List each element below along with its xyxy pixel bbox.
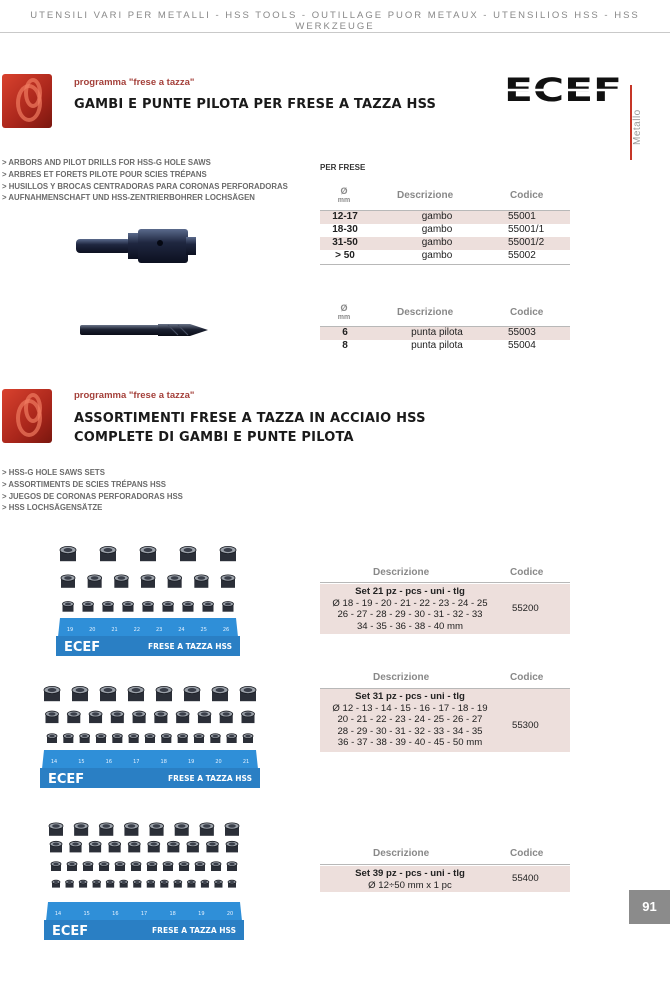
rack-tick-label: 25 [200, 627, 207, 633]
hole-saw [106, 880, 114, 887]
lang-line: > HUSILLOS Y BROCAS CENTRADORAS PARA CORONAS PERFORADORAS [2, 181, 288, 191]
section1-title: GAMBI E PUNTE PILOTA PER FRESE A TAZZA HSS [74, 97, 437, 112]
rack-tick-label: 20 [215, 759, 222, 765]
rack-tick-label: 19 [187, 759, 195, 765]
hole-saw [220, 546, 236, 561]
hole-saw [133, 880, 141, 887]
table-row: > 50 gambo 55002 [335, 250, 536, 261]
hole-saw [210, 734, 220, 743]
hole-saw [167, 841, 179, 852]
hole-saw [183, 602, 194, 612]
page-header: UTENSILI VARI PER METALLI - HSS TOOLS - OUTILLAGE PUOR METAUX - UTENSILIOS HSS - HSS WERKZEUGE [30, 10, 640, 32]
hole-saw-rack-39 [44, 818, 244, 942]
hole-saw [175, 823, 189, 836]
hole-saw [46, 711, 59, 723]
table-row: 12-17 gambo 55001 [320, 211, 570, 224]
hole-saw [120, 880, 128, 887]
rack-tick-label: 19 [198, 911, 205, 917]
set1-row [320, 584, 570, 634]
hole-saw [89, 841, 101, 852]
hole-saw [124, 823, 138, 836]
hole-saw [180, 546, 196, 561]
set2-sizes-line: 36 - 37 - 38 - 39 - 40 - 45 - 50 mm [337, 737, 483, 748]
hole-saw [178, 734, 188, 743]
hole-saw [206, 841, 218, 852]
hole-saw [123, 602, 134, 612]
table1-diameter-header: Ø mm [337, 186, 351, 204]
rack-tick-label: 21 [111, 627, 118, 633]
hole-saw [51, 862, 61, 871]
hole-saw [47, 734, 57, 743]
hole-saw [145, 734, 155, 743]
hole-saw [129, 734, 139, 743]
set3-divider [320, 864, 570, 865]
hole-saw [61, 575, 75, 588]
set3-code-header: Codice [510, 848, 544, 859]
hole-saw [141, 575, 155, 588]
table2-description-header: Descrizione [397, 307, 454, 318]
hole-saw [100, 546, 116, 561]
set2-description-header: Descrizione [373, 672, 430, 683]
set2-code-header: Codice [510, 672, 544, 683]
lang-line: > ARBRES ET FORETS PILOTE POUR SCIES TRÉPANS [2, 169, 207, 179]
table-row: 31-50 gambo 55001/2 [320, 237, 570, 250]
set2-row [320, 689, 570, 752]
hole-saw-rack-31 [40, 680, 260, 790]
section1-languages [2, 157, 288, 204]
hole-saw [88, 575, 102, 588]
hole-saw [67, 862, 77, 871]
set1-code-header: Codice [510, 567, 544, 578]
table1-description-header: Descrizione [397, 190, 454, 201]
hole-saw [74, 823, 88, 836]
hole-saw [99, 823, 113, 836]
hole-saw [176, 711, 189, 723]
hole-saw [89, 711, 102, 723]
hole-saw [103, 602, 114, 612]
hole-saw [63, 602, 74, 612]
table1-bottom-divider [320, 264, 570, 265]
section2-title-line2: COMPLETE DI GAMBI E PUNTE PILOTA [74, 430, 354, 445]
hole-saw [221, 575, 235, 588]
rack-tick-label: 17 [140, 911, 148, 917]
per-frese-label: PER FRESE [320, 163, 366, 172]
hole-saw [184, 686, 200, 701]
hole-saw [93, 880, 101, 887]
lang-line: > JUEGOS DE CORONAS PERFORADORAS HSS [2, 491, 183, 501]
hole-saw [72, 686, 88, 701]
rack-tick-label: 14 [50, 759, 58, 765]
hole-saw [227, 734, 237, 743]
hole-saw [128, 841, 140, 852]
hole-saw [156, 686, 172, 701]
rack-tick-label: 16 [112, 911, 119, 917]
rack-tick-label: 17 [133, 759, 140, 765]
lang-line: > HSS LOCHSÄGENSÄTZE [2, 503, 103, 513]
hole-saw [211, 862, 221, 871]
page-number: 91 [629, 890, 670, 924]
hole-saw [131, 862, 141, 871]
hole-saw-rack-21 [56, 540, 240, 658]
section1-program: programma "frese a tazza" [74, 77, 195, 88]
header-divider [0, 32, 670, 33]
hole-saw [66, 880, 74, 887]
set1-divider [320, 582, 570, 583]
hole-saw [194, 734, 204, 743]
table-row: 8 punta pilota 55004 [342, 340, 536, 351]
hole-saw [44, 686, 60, 701]
hole-saw [114, 575, 128, 588]
set1-code: 55200 [512, 603, 539, 614]
hole-saw [80, 734, 90, 743]
hole-saw [112, 734, 122, 743]
hole-saw [187, 841, 199, 852]
arbor-image [74, 225, 199, 267]
hole-saw [240, 686, 256, 701]
hole-saw [128, 686, 144, 701]
hole-saw [154, 711, 167, 723]
pilot-drill-image [78, 320, 210, 340]
hole-saw [67, 711, 80, 723]
hole-saw [52, 880, 60, 887]
rack-tick-label: 20 [89, 627, 96, 633]
hole-saw [160, 880, 168, 887]
hole-saw [148, 841, 160, 852]
rack-tick-label: 18 [160, 759, 167, 765]
ecef-logo [504, 76, 622, 104]
table2-diameter-header: Ø mm [337, 303, 351, 321]
hole-saw [168, 575, 182, 588]
set3-row [320, 866, 570, 892]
hole-saw [201, 880, 209, 887]
rack-label: FRESE A TAZZA HSS [168, 774, 252, 783]
hole-saw [99, 862, 109, 871]
set2-sizes-line: 28 - 29 - 30 - 31 - 32 - 33 - 34 - 35 [337, 725, 483, 737]
set1-description-header: Descrizione [373, 567, 430, 578]
hole-saw [194, 575, 208, 588]
hole-saw [212, 686, 228, 701]
hole-saw [214, 880, 222, 887]
table2-code-header: Codice [510, 307, 544, 318]
hole-saw [161, 734, 171, 743]
hole-saw [111, 711, 124, 723]
section2-languages [2, 467, 183, 514]
hole-saw [147, 880, 155, 887]
lang-line: > AUFNAHMENSCHAFT UND HSS-ZENTRIERBOHRER LOCHSÄGEN [2, 193, 255, 203]
lang-line: > ARBORS AND PILOT DRILLS FOR HSS-G HOLE SAWS [2, 158, 211, 167]
rack-tick-label: 21 [242, 759, 250, 765]
hole-saw [49, 823, 63, 836]
hole-saw [79, 880, 87, 887]
hole-saw [50, 841, 62, 852]
set3-description-header: Descrizione [373, 848, 430, 859]
section1-icon [2, 74, 52, 128]
hole-saw [220, 711, 233, 723]
hole-saw [163, 602, 174, 612]
hole-saw [174, 880, 182, 887]
hole-saw [143, 602, 154, 612]
hole-saw [223, 602, 234, 612]
rack-tick-label: 14 [54, 911, 62, 917]
rack-tick-label: 15 [83, 911, 90, 917]
hole-saw [63, 734, 73, 743]
set2-sizes-line: 20 - 21 - 22 - 23 - 24 - 25 - 26 - 27 [337, 714, 483, 725]
hole-saw [140, 546, 156, 561]
rack-tick-label: 18 [169, 911, 176, 917]
set1-sizes-line: Ø 18 - 19 - 20 - 21 - 22 - 23 - 24 - 25 [332, 597, 488, 609]
rack-tick-label: 24 [178, 627, 185, 633]
table1-code-header: Codice [510, 190, 544, 201]
lang-line: > HSS-G HOLE SAWS SETS [2, 468, 105, 477]
hole-saw [147, 862, 157, 871]
hole-saw [83, 862, 93, 871]
side-tab-label: Metallo [632, 109, 643, 145]
section2-title-line1: ASSORTIMENTI FRESE A TAZZA IN ACCIAIO HSS [74, 411, 426, 426]
rack-tick-label: 22 [133, 627, 141, 633]
hole-saw [70, 841, 82, 852]
hole-saw [83, 602, 94, 612]
hole-saw [60, 546, 76, 561]
hole-saw [225, 823, 239, 836]
rack-label: FRESE A TAZZA HSS [152, 926, 236, 935]
hole-saw [200, 823, 214, 836]
side-tab [630, 85, 670, 160]
hole-saw [243, 734, 253, 743]
hole-saw [133, 711, 146, 723]
rack-tick-label: 19 [66, 627, 74, 633]
hole-saw [100, 686, 116, 701]
hole-saw [228, 880, 236, 887]
hole-saw [195, 862, 205, 871]
hole-saw [242, 711, 255, 723]
set3-code: 55400 [512, 873, 539, 884]
rack-logo: ECEF [48, 772, 85, 787]
section2-program: programma "frese a tazza" [74, 390, 195, 401]
set1-name: Set 21 pz - pcs - uni - tlg [355, 586, 465, 597]
rack-tick-label: 16 [105, 759, 113, 765]
rack-logo: ECEF [52, 924, 89, 939]
set1-sizes-line: 26 - 27 - 28 - 29 - 30 - 31 - 32 - 33 [337, 609, 483, 620]
set2-code: 55300 [512, 720, 539, 731]
hole-saw [179, 862, 189, 871]
hole-saw [203, 602, 214, 612]
rack-tick-label: 15 [78, 759, 85, 765]
hole-saw [96, 734, 106, 743]
hole-saw [163, 862, 173, 871]
hole-saw [226, 841, 238, 852]
hole-saw [115, 862, 125, 871]
rack-tick-label: 26 [222, 627, 230, 633]
set2-name: Set 31 pz - pcs - uni - tlg [355, 691, 465, 702]
set3-name: Set 39 pz - pcs - uni - tlg [355, 868, 465, 879]
hole-saw [150, 823, 164, 836]
lang-line: > ASSORTIMENTS DE SCIES TRÉPANS HSS [2, 479, 166, 489]
hole-saw [198, 711, 211, 723]
rack-tick-label: 20 [226, 911, 234, 917]
hole-saw [227, 862, 237, 871]
set1-sizes-line: 34 - 35 - 36 - 38 - 40 mm [356, 620, 464, 632]
section2-icon [2, 389, 52, 443]
rack-tick-label: 23 [155, 627, 163, 633]
rack-label: FRESE A TAZZA HSS [148, 642, 232, 651]
hole-saw [109, 841, 121, 852]
set2-sizes-line: Ø 12 - 13 - 14 - 15 - 16 - 17 - 18 - 19 [332, 702, 488, 714]
ecef-logo-text: ECEF [504, 76, 622, 104]
set3-sizes-line: Ø 12÷50 mm x 1 pc [368, 879, 452, 891]
table-row: 18-30 gambo 55001/1 [332, 224, 545, 235]
hole-saw [187, 880, 195, 887]
rack-logo: ECEF [64, 640, 101, 655]
table-row: 6 punta pilota 55003 [320, 327, 570, 340]
